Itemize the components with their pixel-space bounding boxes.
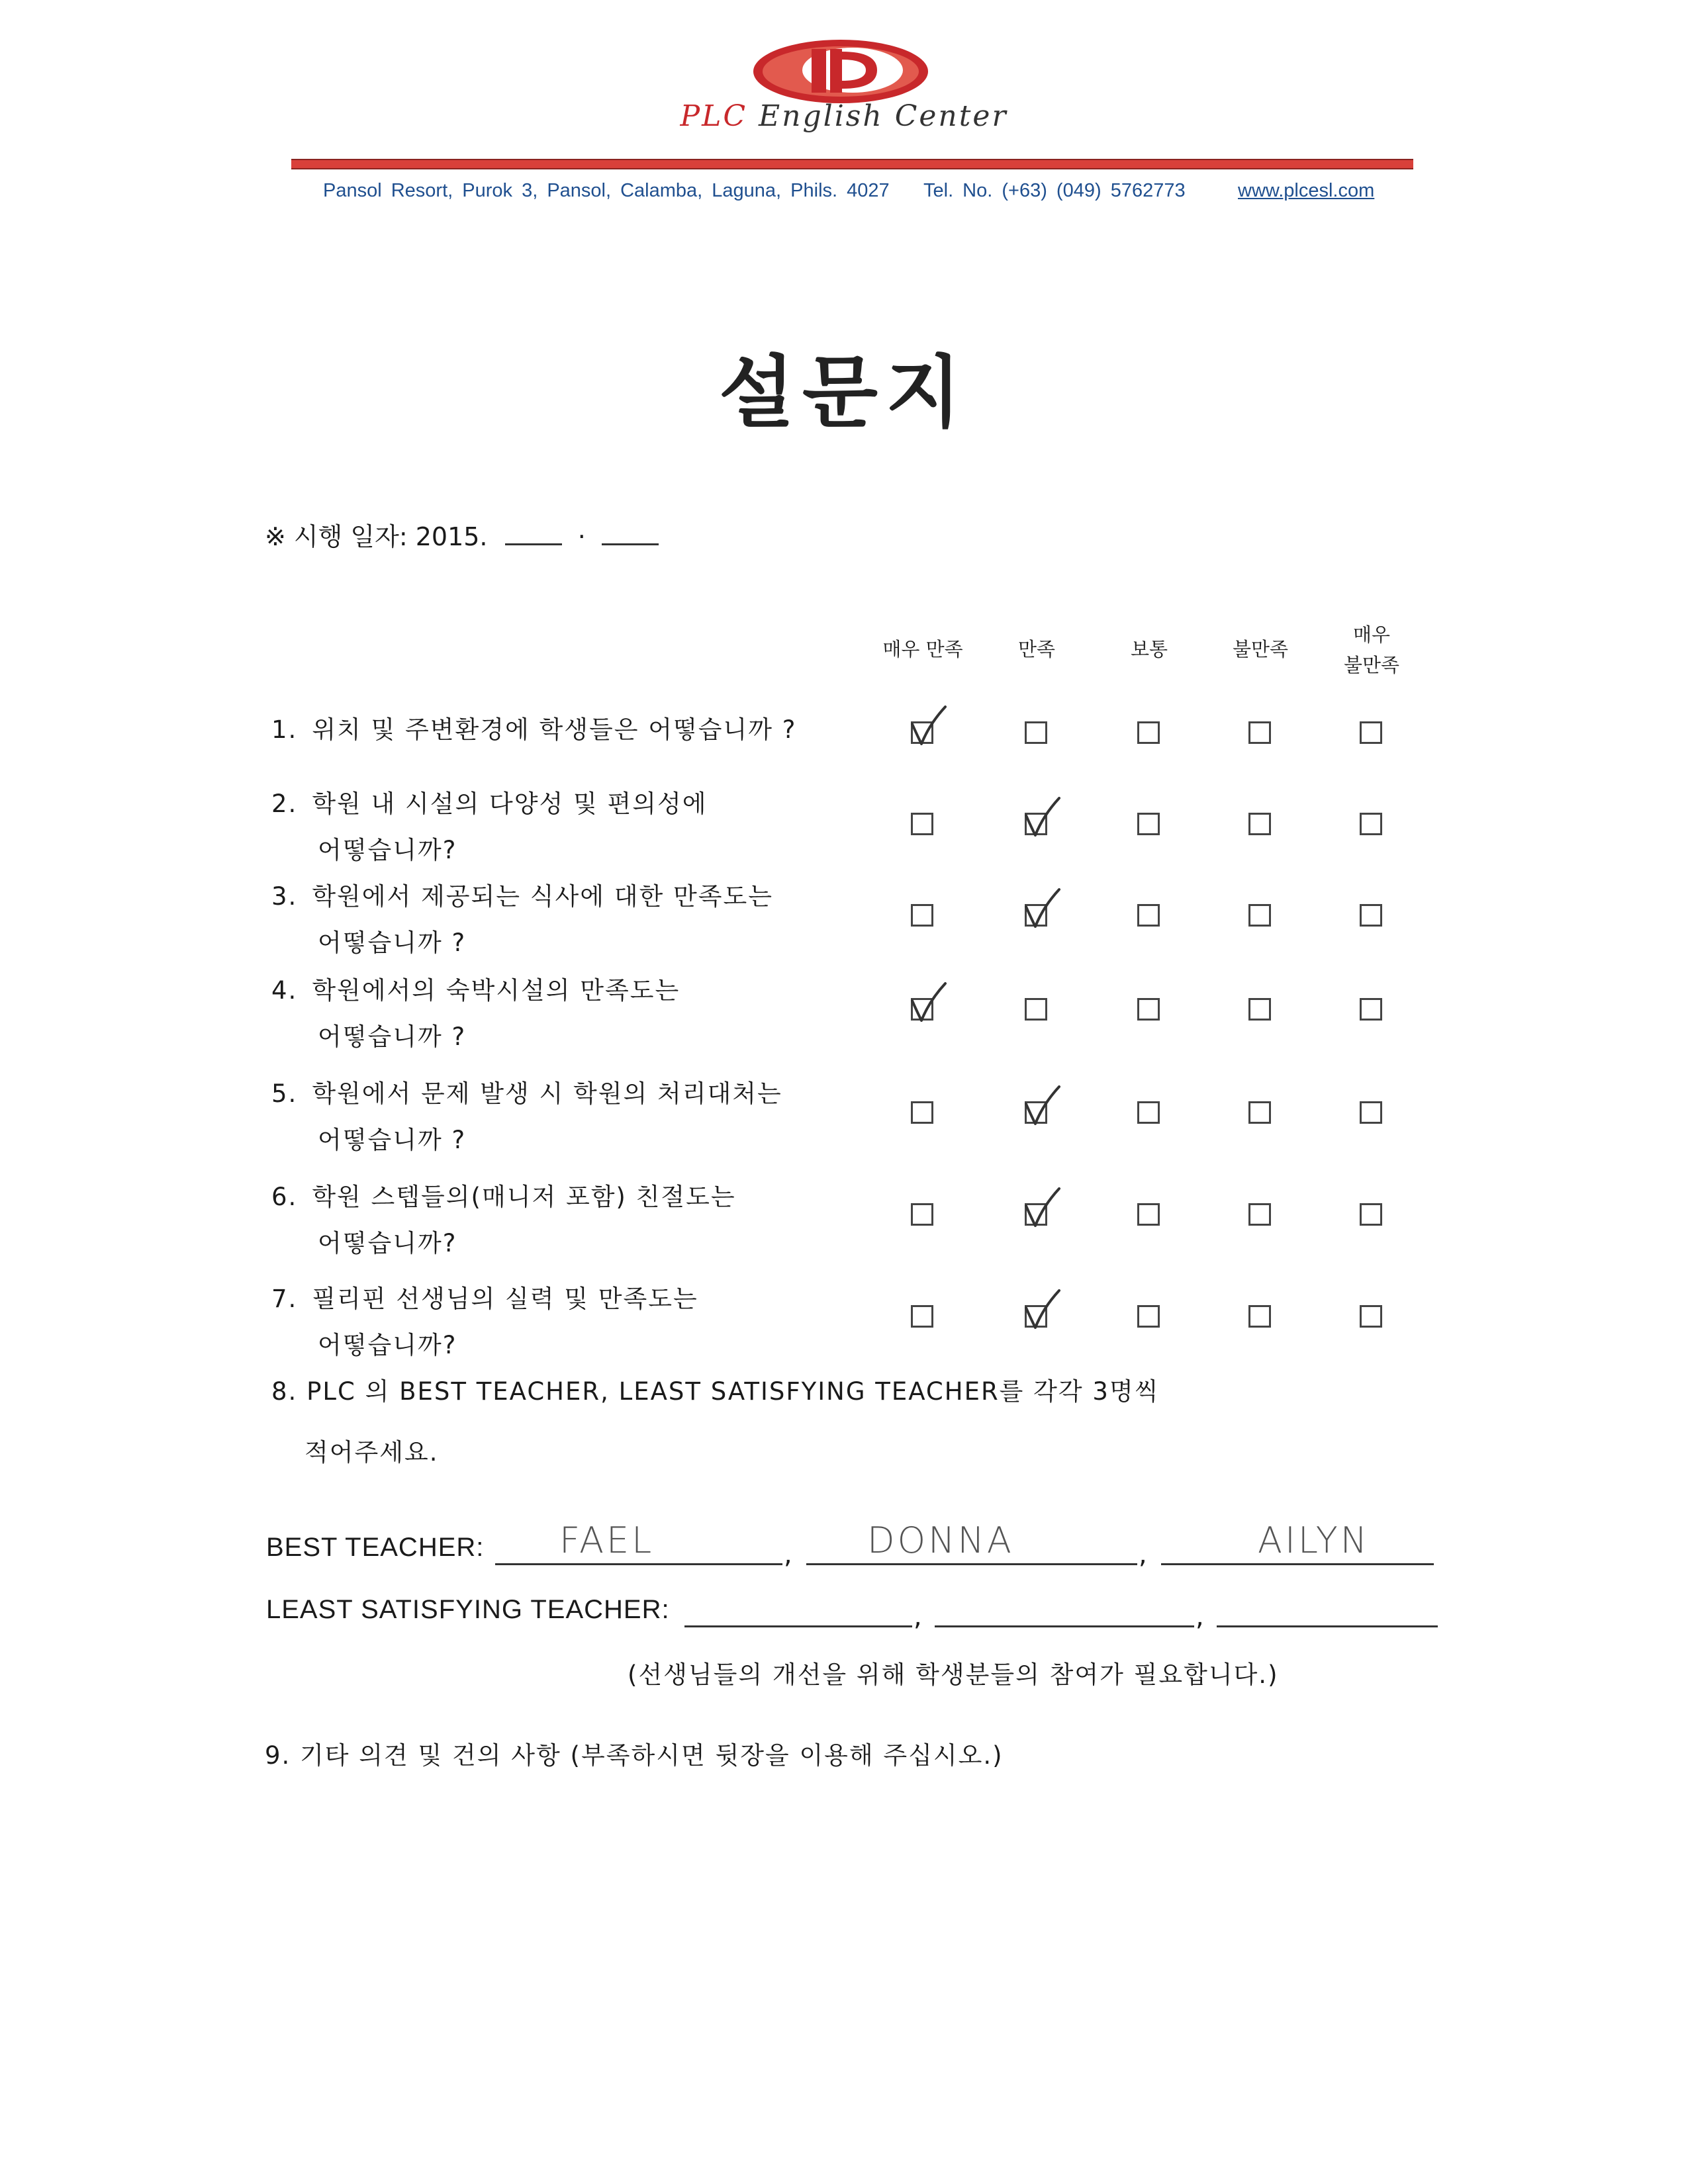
rating-checkbox-q7-col4[interactable]: [1248, 1305, 1271, 1328]
question-line-2: 어떻습니까 ?: [318, 929, 467, 957]
rating-checkbox-q6-col5[interactable]: [1360, 1203, 1382, 1226]
rating-checkbox-q4-col1[interactable]: [911, 998, 933, 1021]
rating-checkbox-q3-col1[interactable]: [911, 904, 933, 927]
page-title: 설문지: [719, 347, 969, 438]
best-teacher-field-2[interactable]: [806, 1563, 1137, 1565]
best-teacher-1: FAEL: [559, 1520, 655, 1561]
question-2: [271, 781, 708, 874]
rating-checkbox-q1-col5[interactable]: [1360, 721, 1382, 744]
question-number: 2.: [271, 790, 298, 818]
date-separator: ·: [577, 522, 586, 551]
question-1: [271, 707, 796, 753]
best-teacher-2: DONNA: [867, 1520, 1014, 1561]
rating-checkbox-q2-col4[interactable]: [1248, 813, 1271, 835]
question-3: [271, 874, 773, 966]
rating-checkbox-q4-col4[interactable]: [1248, 998, 1271, 1021]
rating-checkbox-q5-col5[interactable]: [1360, 1101, 1382, 1124]
rating-checkbox-q7-col1[interactable]: [911, 1305, 933, 1328]
rating-checkbox-q6-col3[interactable]: [1137, 1203, 1160, 1226]
rating-checkbox-q5-col3[interactable]: [1137, 1101, 1160, 1124]
brand-name: [563, 99, 1125, 133]
question-text: [271, 715, 796, 744]
question-8-continued: 적어주세요.: [305, 1438, 439, 1467]
question-7: [271, 1276, 698, 1369]
rating-checkbox-q4-col3[interactable]: [1137, 998, 1160, 1021]
question-text: [271, 1285, 698, 1313]
rating-checkbox-q5-col4[interactable]: [1248, 1101, 1271, 1124]
separator: ,: [1196, 1602, 1204, 1632]
separator: ,: [1139, 1539, 1147, 1570]
separator: ,: [784, 1539, 792, 1570]
column-dissatisfied: 불만족: [1232, 638, 1289, 660]
question-text: [271, 882, 773, 911]
rating-checkbox-q1-col4[interactable]: [1248, 721, 1271, 744]
date-month-field[interactable]: [505, 523, 562, 545]
column-very-dissatisfied: 매우 불만족: [1343, 623, 1400, 676]
question-line-1: 학원 스텝들의(매니저 포함) 친절도는: [312, 1183, 736, 1211]
least-teacher-field-1[interactable]: [684, 1625, 912, 1627]
question-text: [271, 1079, 782, 1108]
rating-checkbox-q4-col5[interactable]: [1360, 998, 1382, 1021]
question-line-2: 어떻습니까?: [318, 836, 457, 864]
brand-plc: PLC: [680, 99, 748, 133]
best-teacher-field-1[interactable]: [495, 1563, 782, 1565]
column-satisfied: 만족: [1017, 638, 1056, 660]
question-line-2: 어떻습니까?: [318, 1331, 457, 1359]
rating-checkbox-q7-col2[interactable]: [1025, 1305, 1047, 1328]
best-teacher-3: AILYN: [1258, 1520, 1370, 1561]
question-number: 3.: [271, 882, 298, 911]
rating-checkbox-q6-col2[interactable]: [1025, 1203, 1047, 1226]
header-rule: [291, 159, 1413, 169]
best-teacher-label: BEST TEACHER:: [266, 1533, 485, 1562]
rating-checkbox-q3-col5[interactable]: [1360, 904, 1382, 927]
header-address: Pansol Resort, Purok 3, Pansol, Calamba, Laguna, Phils. 4027: [323, 180, 890, 201]
question-line-1: 위치 및 주변환경에 학생들은 어떻습니까 ?: [312, 715, 797, 744]
question-line-2: 어떻습니까 ?: [318, 1126, 467, 1154]
column-neutral: 보통: [1130, 638, 1168, 660]
rating-checkbox-q1-col1[interactable]: [911, 721, 933, 744]
date-label: ※ 시행 일자: 2015.: [265, 522, 488, 551]
header-tel: Tel. No. (+63) (049) 5762773: [923, 180, 1186, 201]
question-line-1: 학원에서 제공되는 식사에 대한 만족도는: [312, 882, 773, 911]
survey-date: [265, 516, 659, 553]
question-4: [271, 968, 680, 1060]
rating-checkbox-q1-col2[interactable]: [1025, 721, 1047, 744]
question-number: 4.: [271, 976, 298, 1005]
rating-checkbox-q7-col5[interactable]: [1360, 1305, 1382, 1328]
question-line-1: 필리핀 선생님의 실력 및 만족도는: [312, 1285, 698, 1313]
question-number: 7.: [271, 1285, 298, 1313]
least-teacher-label: LEAST SATISFYING TEACHER:: [266, 1595, 670, 1624]
question-number: 5.: [271, 1079, 298, 1108]
question-text: [271, 1183, 736, 1211]
participation-note: (선생님들의 개선을 위해 학생분들의 참여가 필요합니다.): [628, 1661, 1279, 1689]
brand-english-center: English Center: [759, 99, 1008, 133]
rating-checkbox-q3-col3[interactable]: [1137, 904, 1160, 927]
rating-checkbox-q5-col1[interactable]: [911, 1101, 933, 1124]
best-teacher-field-3[interactable]: [1161, 1563, 1434, 1565]
question-text: [271, 790, 708, 818]
column-very-satisfied: 매우 만족: [882, 638, 963, 660]
least-teacher-field-3[interactable]: [1217, 1625, 1438, 1627]
question-5: [271, 1071, 782, 1163]
question-line-2: 어떻습니까 ?: [318, 1023, 467, 1051]
rating-checkbox-q2-col2[interactable]: [1025, 813, 1047, 835]
rating-checkbox-q6-col4[interactable]: [1248, 1203, 1271, 1226]
question-line-1: 학원에서 문제 발생 시 학원의 처리대처는: [312, 1079, 782, 1108]
question-6: [271, 1174, 736, 1267]
header-website-link[interactable]: www.plcesl.com: [1238, 180, 1375, 201]
question-number: 6.: [271, 1183, 298, 1211]
question-line-1: 학원 내 시설의 다양성 및 편의성에: [312, 790, 708, 818]
rating-checkbox-q3-col4[interactable]: [1248, 904, 1271, 927]
rating-checkbox-q4-col2[interactable]: [1025, 998, 1047, 1021]
question-line-2: 어떻습니까?: [318, 1229, 457, 1257]
rating-checkbox-q6-col1[interactable]: [911, 1203, 933, 1226]
question-8: 8. PLC 의 BEST TEACHER, LEAST SATISFYING TEACHER를 각각 3명씩: [271, 1377, 1160, 1406]
rating-checkbox-q2-col1[interactable]: [911, 813, 933, 835]
question-number: 1.: [271, 715, 298, 744]
question-9: 9. 기타 의견 및 건의 사항 (부족하시면 뒷장을 이용해 주십시오.): [265, 1741, 1004, 1770]
rating-checkbox-q2-col5[interactable]: [1360, 813, 1382, 835]
rating-checkbox-q5-col2[interactable]: [1025, 1101, 1047, 1124]
date-day-field[interactable]: [602, 523, 659, 545]
rating-checkbox-q2-col3[interactable]: [1137, 813, 1160, 835]
question-text: [271, 976, 680, 1005]
least-teacher-field-2[interactable]: [935, 1625, 1194, 1627]
rating-checkbox-q3-col2[interactable]: [1025, 904, 1047, 927]
rating-checkbox-q1-col3[interactable]: [1137, 721, 1160, 744]
question-line-1: 학원에서의 숙박시설의 만족도는: [312, 976, 680, 1005]
separator: ,: [914, 1602, 922, 1632]
rating-checkbox-q7-col3[interactable]: [1137, 1305, 1160, 1328]
